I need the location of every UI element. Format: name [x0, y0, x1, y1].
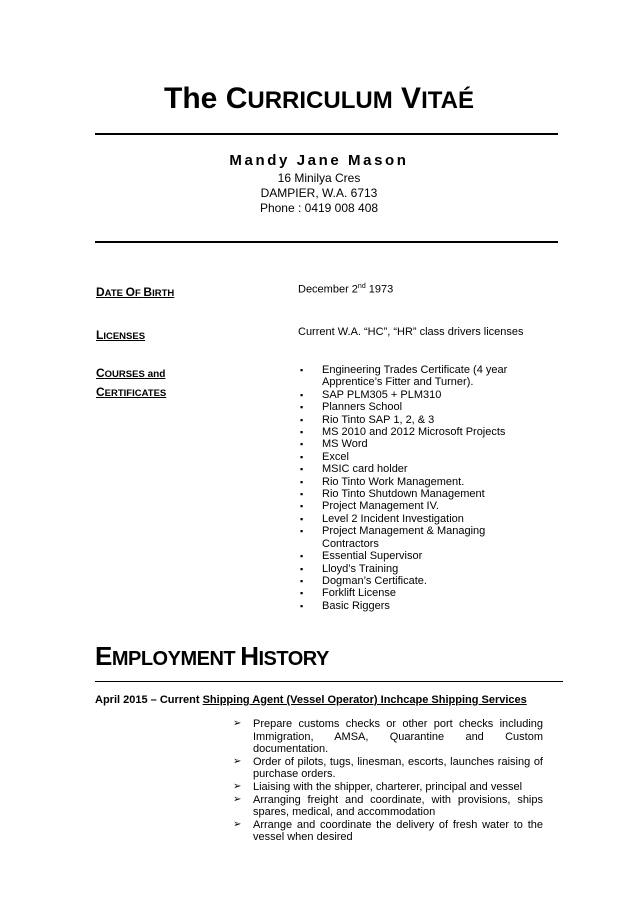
phone-number: Phone : 0419 008 408	[259, 201, 379, 215]
list-item: ➢ Liaising with the shipper, charterer, principal and vessel	[233, 781, 543, 794]
address-city: DAMPIER, W.A. 6713	[260, 186, 378, 200]
list-item: ▪ Essential Supervisor	[298, 550, 544, 562]
job-role: Shipping Agent (Vessel Operator) Inchcape Shipping Services	[202, 694, 527, 706]
list-item: ▪ MSIC card holder	[298, 463, 544, 475]
list-item: ▪ Forklift License	[298, 587, 544, 599]
list-item: ▪ Engineering Trades Certificate (4 year Apprentice’s Fitter and Turner).	[298, 364, 544, 389]
list-item: ▪ Project Management & Managing Contractors	[298, 525, 544, 550]
date-of-birth-label: DATE OF BIRTH	[96, 285, 175, 299]
list-item: ▪ Project Management IV.	[298, 500, 544, 512]
list-item: ▪ Rio Tinto Shutdown Management	[298, 488, 544, 500]
employment-divider	[95, 681, 563, 682]
document-title: The CURRICULUM VITAÉ	[164, 82, 474, 115]
duties-list	[233, 718, 543, 844]
list-item: ▪ Rio Tinto Work Management.	[298, 476, 544, 488]
list-item: ➢ Prepare customs checks or other port checks including Immigration, AMSA, Quarantine and Custom documentation.	[233, 718, 543, 756]
job-heading: April 2015 – Current Shipping Agent (Vessel Operator) Inchcape Shipping Services	[95, 694, 527, 706]
list-item: ▪ Lloyd’s Training	[298, 563, 544, 575]
list-item: ▪ MS Word	[298, 438, 544, 450]
employment-history-heading: EMPLOYMENT HISTORY	[95, 641, 329, 671]
title-divider	[95, 133, 558, 135]
courses-label: COURSES and	[96, 366, 166, 380]
list-item: ➢ Arrange and coordinate the delivery of fresh water to the vessel when desired	[233, 819, 543, 844]
list-item: ▪ MS 2010 and 2012 Microsoft Projects	[298, 426, 544, 438]
date-of-birth-value: December 2nd 1973	[298, 283, 394, 296]
address-street: 16 Minilya Cres	[277, 171, 361, 185]
contact-divider	[95, 241, 558, 243]
list-item: ▪ Dogman’s Certificate.	[298, 575, 544, 587]
list-item: ▪ Planners School	[298, 401, 544, 413]
candidate-name: Mandy Jane Mason	[229, 152, 409, 169]
list-item: ▪ Excel	[298, 451, 544, 463]
list-item: ▪ Rio Tinto SAP 1, 2, & 3	[298, 414, 544, 426]
courses-list	[298, 364, 544, 612]
certificates-label: CERTIFICATES	[96, 385, 167, 399]
list-item: ➢ Order of pilots, tugs, linesman, escorts, launches raising of purchase orders.	[233, 756, 543, 781]
list-item: ➢ Arranging freight and coordinate, with provisions, ships spares, medical, and accommodation	[233, 794, 543, 819]
licenses-value: Current W.A. “HC”, “HR” class drivers licenses	[298, 326, 524, 338]
list-item: ▪ Basic Riggers	[298, 600, 544, 612]
licenses-label: LICENSES	[96, 328, 146, 342]
list-item: ▪ Level 2 Incident Investigation	[298, 513, 544, 525]
list-item: ▪ SAP PLM305 + PLM310	[298, 389, 544, 401]
